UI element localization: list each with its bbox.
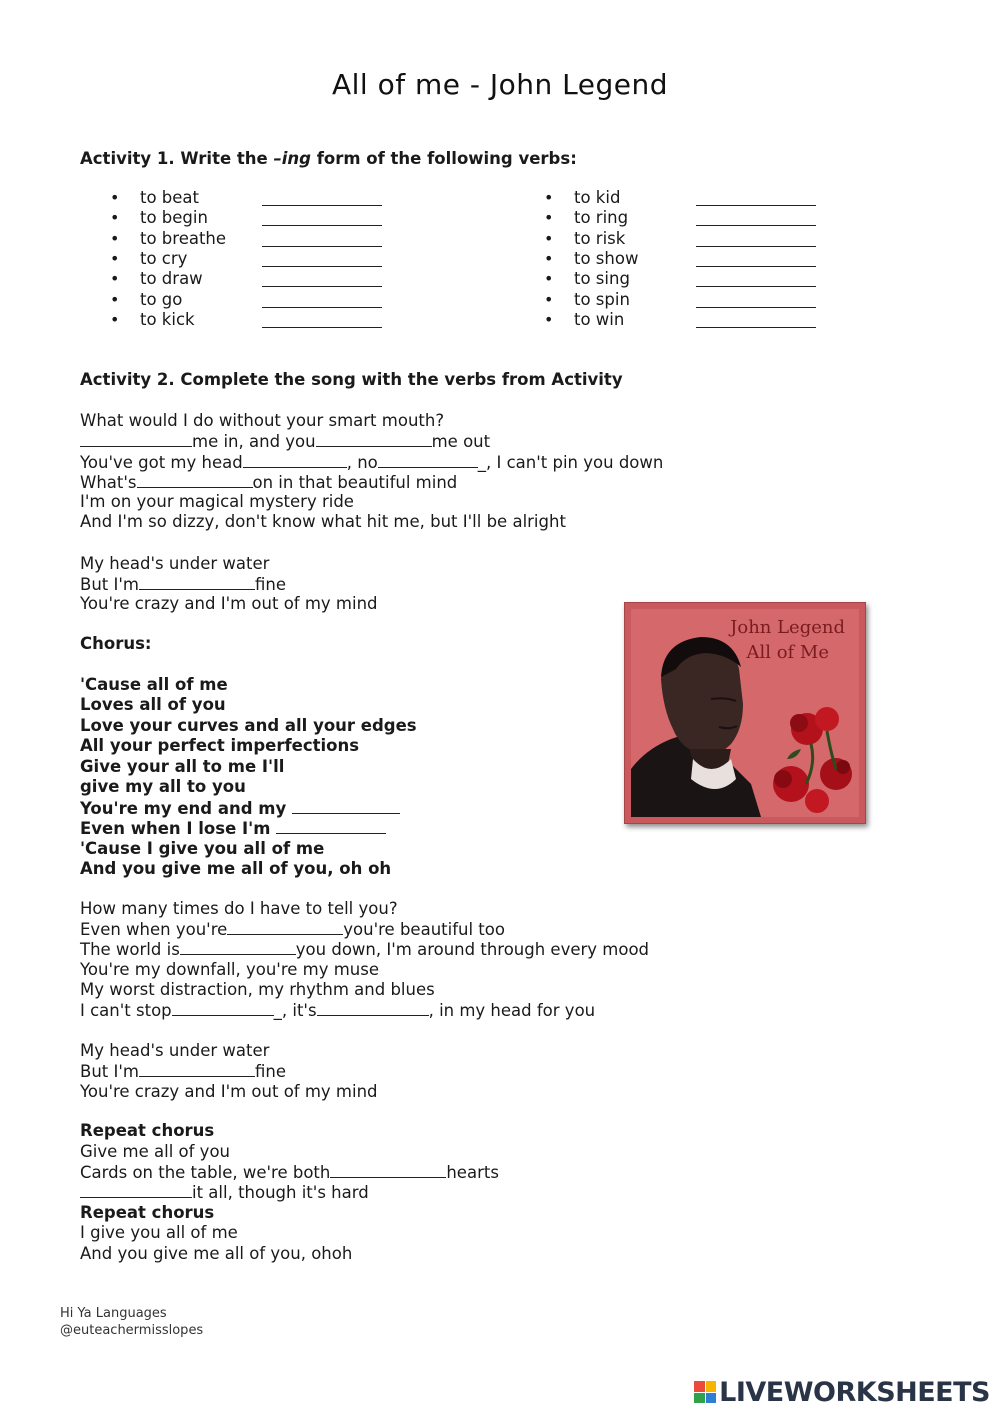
brand-mark-icon [694, 1381, 716, 1403]
footer-line: Hi Ya Languages [60, 1306, 167, 1321]
answer-blank[interactable] [180, 939, 296, 955]
lyric-text: Cards on the table, we're both [80, 1163, 331, 1182]
activity1-heading-suffix: form of the following verbs: [310, 149, 577, 168]
bullet-icon: • [110, 228, 120, 248]
lyric-line [80, 939, 649, 960]
answer-blank[interactable] [262, 307, 382, 308]
answer-blank[interactable] [696, 205, 816, 206]
lyric-line [80, 472, 457, 493]
lyric-line: My head's under water [80, 1041, 270, 1060]
lyric-line [80, 1162, 499, 1183]
lyric-line: You're my downfall, you're my muse [80, 960, 380, 979]
lyric-text: The world is [80, 940, 180, 959]
answer-blank[interactable] [139, 1061, 255, 1077]
footer-credit [60, 1305, 203, 1339]
verb-label: to kick [140, 309, 195, 329]
chorus-line: give my all to you [80, 777, 246, 796]
lyric-text: fine [254, 1062, 286, 1081]
bullet-icon: • [544, 289, 554, 309]
answer-blank[interactable] [696, 307, 816, 308]
lyric-text: , in my head for you [428, 1001, 596, 1020]
lyric-text: hearts [446, 1163, 499, 1182]
page-title: All of me - John Legend [331, 68, 669, 101]
lyric-line [80, 1182, 369, 1203]
lyric-text: Even when I lose I'm [80, 819, 271, 838]
lyric-line [80, 431, 490, 452]
lyric-text: But I'm [80, 575, 139, 594]
verb-label: to ring [574, 208, 629, 228]
cover-song: All of Me [746, 642, 829, 663]
lyric-text: Even when you're [80, 920, 228, 939]
lyric-text: What's [80, 473, 137, 492]
bullet-icon: • [544, 309, 554, 329]
chorus-line: All your perfect imperfections [80, 736, 360, 755]
lyric-line: And I'm so dizzy, don't know what hit me, but I'll be alright [80, 512, 566, 531]
verb-label: to beat [140, 188, 200, 207]
bullet-icon: • [544, 248, 554, 268]
answer-blank[interactable] [292, 798, 400, 814]
lyric-text: fine [254, 575, 286, 594]
answer-blank[interactable] [243, 452, 347, 468]
bullet-icon: • [544, 228, 554, 248]
bullet-icon: • [110, 289, 120, 309]
repeat-chorus-label: Repeat chorus [80, 1121, 215, 1140]
lyric-text: , no [346, 453, 378, 472]
repeat-chorus-label: Repeat chorus [80, 1203, 215, 1222]
lyric-text: You're my end and my [80, 799, 287, 818]
bullet-icon: • [544, 208, 554, 228]
chorus-line: 'Cause all of me [80, 675, 228, 694]
answer-blank[interactable] [80, 431, 192, 447]
lyric-line: My worst distraction, my rhythm and blues [80, 980, 435, 999]
lyric-line: My head's under water [80, 554, 270, 573]
lyric-text: it all, though it's hard [192, 1183, 369, 1202]
answer-blank[interactable] [227, 919, 343, 935]
verb-label: to draw [140, 269, 203, 289]
lyric-line [80, 1000, 595, 1021]
lyric-text: on in that beautiful mind [252, 473, 458, 492]
verb-label: to risk [574, 228, 626, 248]
lyric-line [80, 452, 663, 473]
chorus-line [80, 798, 400, 819]
answer-blank[interactable] [262, 327, 382, 328]
answer-blank[interactable] [696, 286, 816, 287]
rose-flowers-illustration [773, 707, 852, 813]
lyric-text: you're beautiful too [343, 920, 505, 939]
answer-blank[interactable] [696, 266, 816, 267]
singer-portrait [631, 609, 859, 817]
bullet-icon: • [110, 309, 120, 329]
answer-blank[interactable] [696, 327, 816, 328]
brand-logo[interactable] [694, 1376, 990, 1408]
answer-blank[interactable] [696, 246, 816, 247]
footer-line: @euteachermisslopes [60, 1323, 204, 1338]
verb-label: to go [140, 289, 183, 309]
lyric-text: _, I can't pin you down [477, 453, 664, 472]
lyric-line: I give you all of me [80, 1223, 238, 1242]
bullet-icon: • [110, 269, 120, 289]
answer-blank[interactable] [262, 286, 382, 287]
bullet-icon: • [110, 248, 120, 268]
verb-label: to kid [574, 188, 621, 207]
chorus-line: 'Cause I give you all of me [80, 839, 325, 858]
cover-artist: John Legend [730, 617, 845, 638]
lyric-line: How many times do I have to tell you? [80, 899, 398, 918]
answer-blank[interactable] [317, 1000, 429, 1016]
answer-blank[interactable] [262, 266, 382, 267]
lyric-text: me in, and you [192, 432, 316, 451]
verb-label: to spin [574, 289, 630, 309]
lyric-text: me out [431, 432, 491, 451]
bullet-icon: • [544, 269, 554, 289]
chorus-line: And you give me all of you, oh oh [80, 859, 392, 878]
answer-blank[interactable] [378, 452, 478, 468]
brand-name: LIVEWORKSHEETS [719, 1376, 990, 1408]
verb-label: to cry [140, 248, 188, 268]
verb-label: to begin [140, 208, 208, 228]
answer-blank[interactable] [262, 225, 382, 226]
chorus-line: Loves all of you [80, 695, 226, 714]
lyric-line: I'm on your magical mystery ride [80, 492, 354, 511]
answer-blank[interactable] [139, 574, 255, 590]
activity2-heading: Activity 2. Complete the song with the verbs from Activity [80, 370, 623, 389]
bullet-icon: • [544, 188, 554, 207]
album-cover [624, 602, 866, 824]
lyric-line: What would I do without your smart mouth? [80, 411, 445, 430]
answer-blank[interactable] [262, 205, 382, 206]
bullet-icon: • [110, 188, 120, 207]
activity1-heading-em: –ing [273, 149, 311, 168]
answer-blank[interactable] [330, 1162, 446, 1178]
answer-blank[interactable] [80, 1182, 192, 1198]
lyric-line: You're crazy and I'm out of my mind [80, 594, 378, 613]
answer-blank[interactable] [262, 246, 382, 247]
lyric-text: I can't stop [80, 1001, 172, 1020]
lyric-line: You're crazy and I'm out of my mind [80, 1082, 378, 1101]
verb-label: to breathe [140, 228, 227, 248]
verb-label: to sing [574, 269, 630, 289]
lyric-text: _, it's [273, 1001, 317, 1020]
answer-blank[interactable] [172, 1000, 274, 1016]
chorus-line: Give your all to me I'll [80, 757, 285, 776]
chorus-line: Love your curves and all your edges [80, 716, 417, 735]
verb-label: to win [574, 309, 625, 329]
bullet-icon: • [110, 208, 120, 228]
album-cover-art [631, 609, 859, 817]
activity1-heading-prefix: Activity 1. Write the [80, 149, 274, 168]
lyric-text: You've got my head [80, 453, 243, 472]
answer-blank[interactable] [316, 431, 432, 447]
lyric-line: Give me all of you [80, 1142, 230, 1161]
chorus-line [80, 818, 386, 839]
verb-label: to show [574, 248, 639, 268]
answer-blank[interactable] [696, 225, 816, 226]
answer-blank[interactable] [137, 472, 253, 488]
lyric-text: But I'm [80, 1062, 139, 1081]
lyric-text: you down, I'm around through every mood [295, 940, 650, 959]
answer-blank[interactable] [276, 818, 386, 834]
lyric-line: And you give me all of you, ohoh [80, 1244, 353, 1263]
activity1-heading [80, 149, 577, 168]
lyric-line [80, 574, 286, 595]
chorus-label: Chorus: [80, 634, 152, 653]
lyric-line [80, 1061, 286, 1082]
lyric-line [80, 919, 505, 940]
